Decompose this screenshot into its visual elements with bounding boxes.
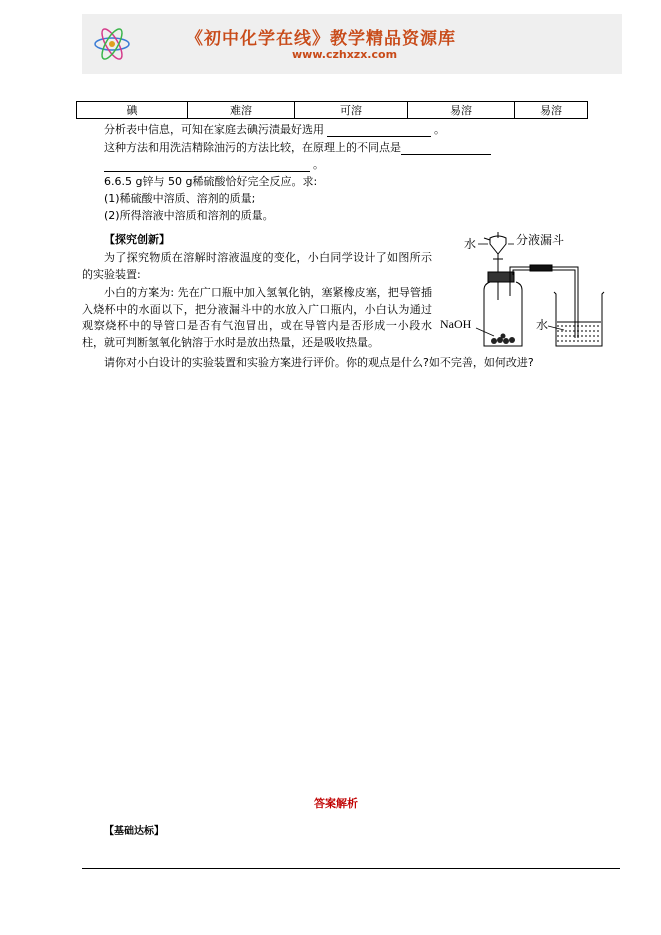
label-naoh: NaOH (440, 317, 472, 331)
header-title: 《初中化学在线》教学精品资源库 (186, 29, 456, 49)
answer-blank (104, 159, 310, 172)
logo-icon (92, 26, 132, 62)
question-6-part-2: (2)所得溶液中溶质和溶剂的质量。 (104, 209, 274, 222)
label-water-right: 水 (536, 318, 549, 332)
solubility-table-row (76, 101, 588, 119)
label-water-top: 水 (464, 237, 477, 251)
table-cell: 碘 (77, 102, 188, 119)
explore-paragraph-1: 为了探究物质在溶解时溶液温度的变化，小白同学设计了如图所示的实验装置: (82, 251, 432, 281)
table-cell: 易溶 (408, 102, 515, 119)
table-cell: 难溶 (188, 102, 295, 119)
footer-divider (82, 868, 620, 869)
explore-paragraph-3: 请你对小白设计的实验装置和实验方案进行评价。你的观点是什么?如不完善，如何改进? (104, 356, 534, 369)
apparatus-diagram (438, 230, 608, 354)
separatory-funnel-icon (484, 232, 506, 300)
question-6-part-1: (1)稀硫酸中溶质、溶剂的质量; (104, 192, 256, 205)
section-heading-basic: 【基础达标】 (104, 826, 164, 837)
naoh-pellets (491, 334, 515, 345)
explore-paragraph-2: 小白的方案为: 先在广口瓶中加入氢氧化钠，塞紧橡皮塞，把导管插入烧杯中的水面以下，把分液漏斗中的水放入广口瓶内，小白认为通过观察烧杯中的导管口是否有气泡冒出，或在导管内是否形成一小段水柱，就可判断氢氧化钠溶于水时是放出热量，还是吸收热量。 (82, 286, 432, 349)
table-cell: 易溶 (515, 102, 588, 119)
question-line-1: 分析表中信息，可知在家庭去碘污渍最好选用 。 (104, 123, 445, 136)
answer-title: 答案解析 (314, 797, 358, 810)
question-text: 分析表中信息，可知在家庭去碘污渍最好选用 (104, 123, 324, 136)
question-6: 6.6.5 g锌与 50 g稀硫酸恰好完全反应。求: (104, 175, 318, 188)
answer-blank (401, 142, 491, 155)
beaker-icon (554, 292, 604, 346)
question-text: 这种方法和用洗洁精除油污的方法比较，在原理上的不同点是 (104, 141, 401, 154)
header-url: www.czhxzx.com (292, 48, 398, 61)
table-cell: 可溶 (295, 102, 408, 119)
question-line-2b: 。 (104, 157, 324, 172)
label-funnel: 分液漏斗 (516, 233, 565, 247)
question-line-2 (104, 140, 491, 155)
section-heading-explore: 【探究创新】 (104, 233, 170, 246)
answer-blank (327, 124, 431, 137)
